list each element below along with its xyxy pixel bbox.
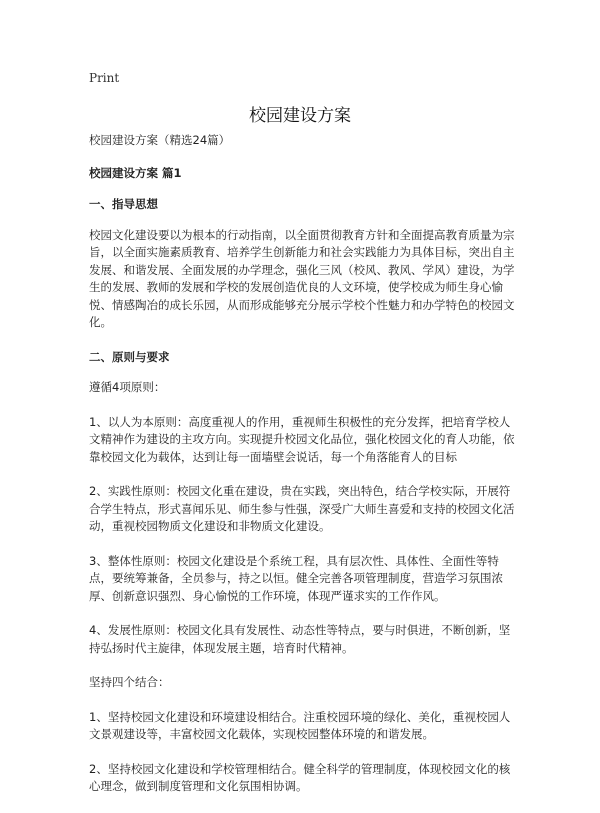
combination-item: 1、坚持校园文化建设和环境建设相结合。注重校园环境的绿化、美化，重视校园人文景观建设等，丰富校园文化载体，实现校园整体环境的和谐发展。 [89,709,511,741]
section-heading-guiding-ideology: 一、指导思想 [89,197,158,211]
guiding-ideology-paragraph: 校园文化建设要以为根本的行动指南，以全面贯彻教育方针和全面提高教育质量为宗旨，以全面实施素质教育、培养学生创新能力和社会实践能力为具体目标，突出自主发展、和谐发展、全面发展的办学理念，强化三风（校风、教风、学风）建设，为学生的发展、教师的发展和学校的发展创造优良的人文环境，使学校成为师生身心愉悦、情感陶冶的成长乐园，从而形成能够充分展示学校个性魅力和办学特色的校园文化。 [89,227,515,329]
principles-intro: 遵循4项原则： [89,380,166,394]
document-body [89,132,515,813]
combination-item: 2、坚持校园文化建设和学校管理相结合。健全科学的管理制度，体现校园文化的核心理念，做到制度管理和文化氛围相协调。 [89,761,511,793]
document-subtitle: 校园建设方案（精选24篇） [89,133,231,147]
principle-item: 3、整体性原则：校园文化建设是个系统工程，具有层次性、具体性、全面性等特点，要统筹兼备，全员参与，持之以恒。健全完善各项管理制度，营造学习氛围浓厚、创新意识强烈、身心愉悦的工作环境，体现严谨求实的工作作风。 [89,553,503,603]
article-heading: 校园建设方案 篇1 [89,165,182,180]
principle-item: 4、发展性原则：校园文化具有发展性、动态性等特点，要与时俱进，不断创新，坚持弘扬时代主旋律，体现发展主题，培育时代精神。 [89,623,511,655]
section-heading-principles: 二、原则与要求 [89,349,170,364]
print-label: Print [89,71,120,85]
combinations-intro: 坚持四个结合： [89,675,170,689]
page-title: 校园建设方案 [249,106,351,126]
principle-item: 2、实践性原则：校园文化重在建设，贵在实践，突出特色，结合学校实际，开展符合学生特点，形式喜闻乐见、师生参与性强，深受广大师生喜爱和支持的校园文化活动，重视校园物质文化建设和非物质文化建设。 [89,484,515,533]
principle-item: 1、以人为本原则：高度重视人的作用，重视师生积极性的充分发挥，把培育学校人文精神作为建设的主攻方向。实现提升校园文化品位，强化校园文化的育人功能，依靠校园文化为载体，达到让每一面墙壁会说话，每一个角落能育人的目标 [89,414,515,464]
